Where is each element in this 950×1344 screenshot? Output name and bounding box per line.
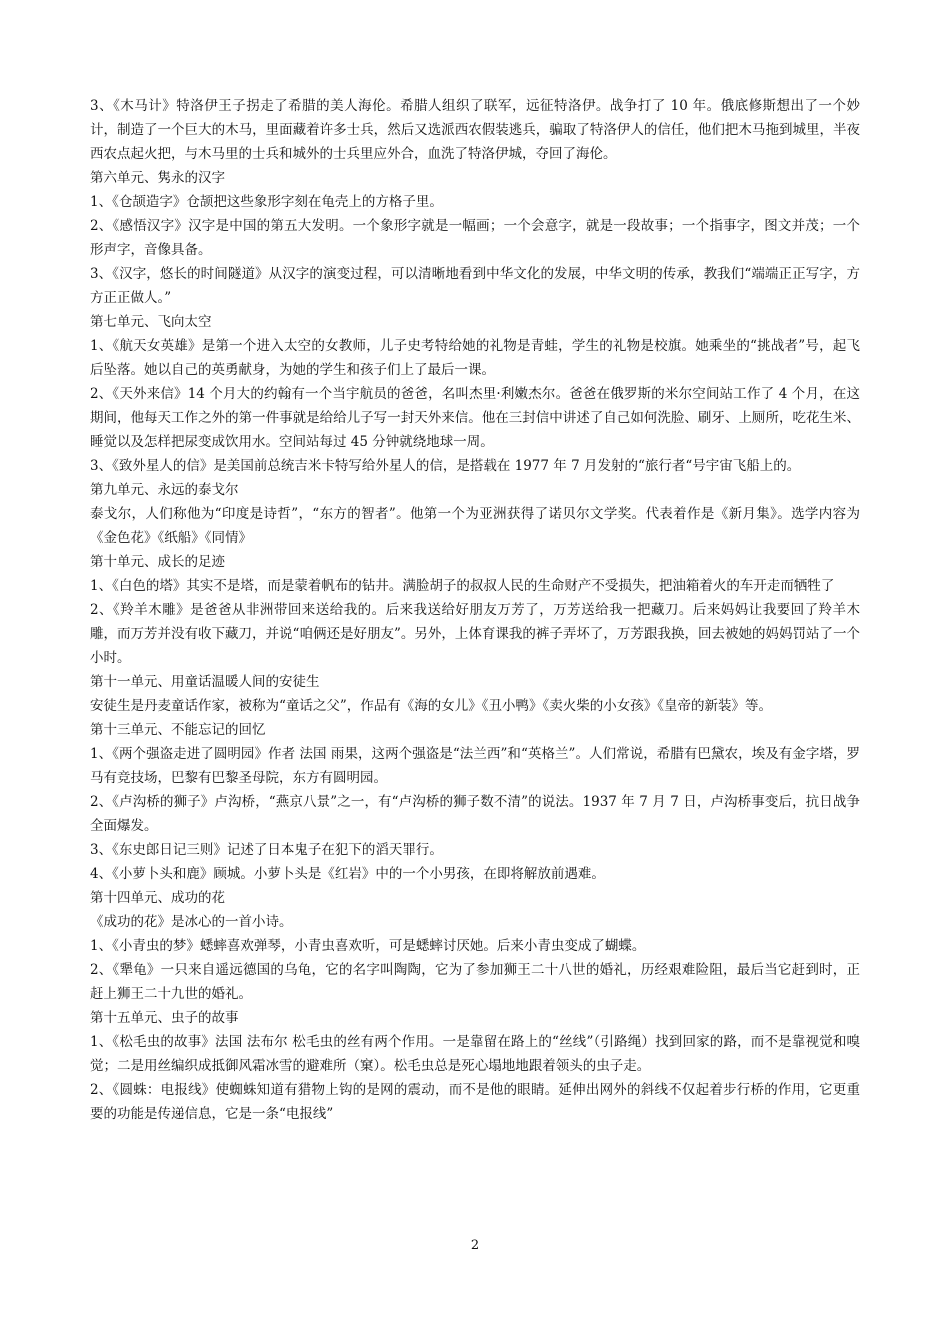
paragraph-item: 4、《小萝卜头和鹿》顾城。小萝卜头是《红岩》中的一个小男孩，在即将解放前遇难。	[90, 866, 605, 882]
paragraph-item: 1、《航天女英雄》是第一个进入太空的女教师，儿子史考特给她的礼物是青蛙，学生的礼物是校旗。她乘坐的“挑战者”号，起飞后坠落。她以自己的英勇献身，为她的学生和孩子们上了最后一课。	[90, 338, 860, 378]
page-number: 2	[470, 1238, 480, 1253]
paragraph-item: 《成功的花》是冰心的一首小诗。	[90, 914, 293, 930]
paragraph-item: 2、《圆蛛：电报线》使蜘蛛知道有猎物上钩的是网的震动，而不是他的眼睛。延伸出网外的斜线不仅起着步行桥的作用，它更重要的功能是传递信息，它是一条“电报线”	[90, 1082, 860, 1122]
unit-heading: 第十三单元、不能忘记的回忆	[90, 722, 266, 738]
unit-heading: 第十单元、成长的足迹	[90, 554, 225, 570]
paragraph-item: 安徒生是丹麦童话作家，被称为“童话之父”，作品有《海的女儿》《丑小鸭》《卖火柴的小女孩》《皇帝的新装》等。	[90, 698, 773, 714]
unit-heading: 第七单元、飞向太空	[90, 314, 212, 330]
paragraph-item: 3、《木马计》特洛伊王子拐走了希腊的美人海伦。希腊人组织了联军，远征特洛伊。战争打了 10 年。俄底修斯想出了一个妙计，制造了一个巨大的木马，里面藏着许多士兵，然后又选派西农假装逃兵，骗取了特洛伊人的信任，他们把木马拖到城里，半夜西农点起火把，与木马里的士兵和城外的士兵里应外合，血洗了特洛伊城，夺回了海伦。	[90, 98, 860, 162]
paragraph-item: 3、《东史郎日记三则》记述了日本鬼子在犯下的滔天罪行。	[90, 842, 443, 858]
paragraph-item: 泰戈尔，人们称他为“印度是诗哲”，“东方的智者”。他第一个为亚洲获得了诺贝尔文学奖。代表着作是《新月集》。选学内容为《金色花》《纸船》《同情》	[90, 506, 860, 546]
unit-heading: 第十四单元、成功的花	[90, 890, 225, 906]
unit-heading: 第九单元、永远的泰戈尔	[90, 482, 239, 498]
paragraph-item: 2、《天外来信》14 个月大的约翰有一个当宇航员的爸爸，名叫杰里·利嫩杰尔。爸爸在俄罗斯的米尔空间站工作了 4 个月，在这期间，他每天工作之外的第一件事就是给给儿子写一封天外来信。他在三封信中讲述了自己如何洗脸、刷牙、上厕所，吃花生米、睡觉以及怎样把尿变成饮用水。空间站每过 45 分钟就绕地球一周。	[90, 386, 860, 450]
paragraph-item: 2、《羚羊木雕》是爸爸从非洲带回来送给我的。后来我送给好朋友万芳了，万芳送给我一把藏刀。后来妈妈让我要回了羚羊木雕，而万芳并没有收下藏刀，并说“咱俩还是好朋友”。另外，上体育课我的裤子弄坏了，万芳跟我换，回去被她的妈妈罚站了一个小时。	[90, 602, 860, 666]
paragraph-item: 1、《松毛虫的故事》法国 法布尔 松毛虫的丝有两个作用。一是靠留在路上的“丝线”（引路绳）找到回家的路，而不是靠视觉和嗅觉；二是用丝编织成抵御风霜冰雪的避难所（窠）。松毛虫总是死心塌地地跟着领头的虫子走。	[90, 1034, 860, 1074]
unit-heading: 第六单元、隽永的汉字	[90, 170, 225, 186]
paragraph-item: 2、《卢沟桥的狮子》卢沟桥，“燕京八景”之一，有“卢沟桥的狮子数不清”的说法。1937 年 7 月 7 日，卢沟桥事变后，抗日战争全面爆发。	[90, 794, 860, 834]
paragraph-item: 3、《致外星人的信》是美国前总统吉米卡特写给外星人的信，是搭载在 1977 年 7 月发射的“旅行者“号宇宙飞船上的。	[90, 458, 801, 474]
paragraph-item: 1、《白色的塔》其实不是塔，而是蒙着帆布的钻井。满脸胡子的叔叔人民的生命财产不受损失，把油箱着火的车开走而牺牲了	[90, 578, 835, 594]
paragraph-item: 2、《感悟汉字》汉字是中国的第五大发明。一个象形字就是一幅画；一个会意字，就是一段故事；一个指事字，图文并茂；一个形声字，音像具备。	[90, 218, 860, 258]
paragraph-item: 1、《小青虫的梦》蟋蟀喜欢弹琴，小青虫喜欢听，可是蟋蟀讨厌她。后来小青虫变成了蝴蝶。	[90, 938, 646, 954]
document-body	[90, 94, 860, 1126]
paragraph-item: 1、《仓颉造字》仓颉把这些象形字刻在龟壳上的方格子里。	[90, 194, 443, 210]
unit-heading: 第十五单元、虫子的故事	[90, 1010, 239, 1026]
unit-heading: 第十一单元、用童话温暖人间的安徒生	[90, 674, 320, 690]
paragraph-item: 2、《犟龟》一只来自遥远德国的乌龟，它的名字叫陶陶，它为了参加狮王二十八世的婚礼，历经艰难险阻，最后当它赶到时，正赶上狮王二十九世的婚礼。	[90, 962, 860, 1002]
paragraph-item: 3、《汉字，悠长的时间隧道》从汉字的演变过程，可以清晰地看到中华文化的发展，中华文明的传承，教我们“端端正正写字，方方正正做人。”	[90, 266, 860, 306]
paragraph-item: 1、《两个强盗走进了圆明园》作者 法国 雨果，这两个强盗是“法兰西”和“英格兰”。人们常说，希腊有巴黛农，埃及有金字塔，罗马有竞技场，巴黎有巴黎圣母院，东方有圆明园。	[90, 746, 860, 786]
